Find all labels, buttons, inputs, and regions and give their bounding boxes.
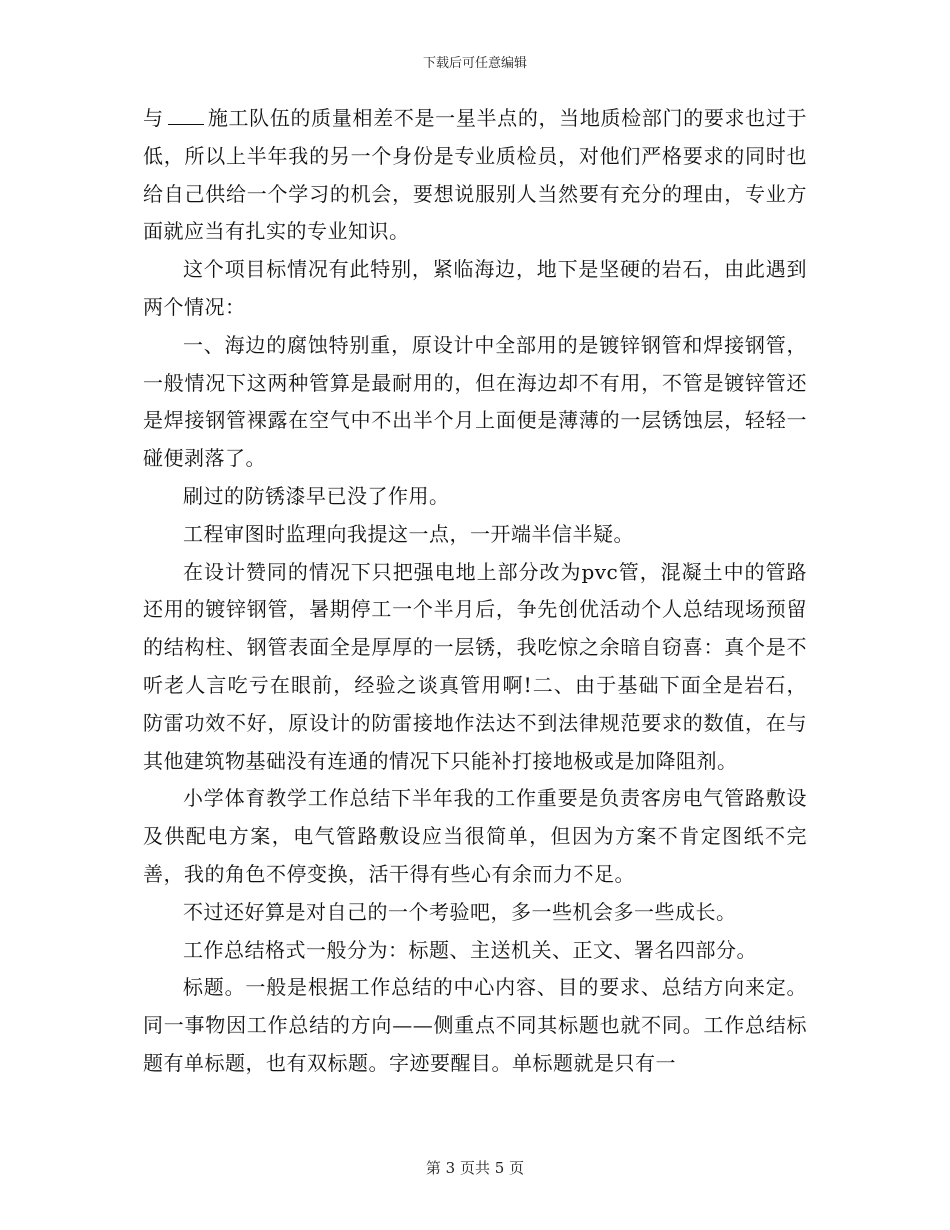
paragraph-2: 这个项目标情况有此特别，紧临海边，地下是坚硬的岩石，由此遇到两个情况： xyxy=(143,257,807,319)
paragraph-8: 不过还好算是对自己的一个考验吧，多一些机会多一些成长。 xyxy=(183,899,737,924)
paragraph-6: 在设计赞同的情况下只把强电地上部分改为pvc管，混凝土中的管路还用的镀锌钢管，暑期停工一个半月后，争先创优活动个人总结现场预留的结构柱、钢管表面全是厚厚的一层锈，我吃惊之余暗自窃喜：真个是不听老人言吃亏在眼前，经验之谈真管用啊!二、由于基础下面全是岩石，防雷功效不好，原设计的防雷接地作法达不到法律规范要求的数值，在与其他建筑物基础没有连通的情况下只能补打接地极或是加降阻剂。 xyxy=(143,559,807,773)
paragraph-1-rest: 施工队伍的质量相差不是一星半点的，当地质检部门的要求也过于低，所以上半年我的另一个身份是专业质检员，对他们严格要求的同时也给自己供给一个学习的机会，要想说服别人当然要有充分的理由，专业方面就应当有扎实的专业知识。 xyxy=(143,106,808,244)
paragraph-1-start: 与 xyxy=(143,106,164,130)
paragraph-9: 工作总结格式一般分为：标题、主送机关、正文、署名四部分。 xyxy=(183,937,757,962)
paragraph-5: 工程审图时监理向我提这一点，一开端半信半疑。 xyxy=(183,521,634,546)
page-header: 下载后可任意编辑 xyxy=(422,56,527,71)
blank-underline xyxy=(168,123,204,125)
paragraph-1 xyxy=(143,100,807,251)
paragraph-4: 刷过的防锈漆早已没了作用。 xyxy=(183,483,450,508)
paragraph-10: 标题。一般是根据工作总结的中心内容、目的要求、总结方向来定。同一事物因工作总结的方向——侧重点不同其标题也就不同。工作总结标题有单标题，也有双标题。字迹要醒目。单标题就是只有一 xyxy=(143,975,807,1075)
document-body xyxy=(143,100,807,1083)
paragraph-3: 一、海边的腐蚀特别重，原设计中全部用的是镀锌钢管和焊接钢管，一般情况下这两种管算是最耐用的，但在海边却不有用，不管是镀锌管还是焊接钢管裸露在空气中不出半个月上面便是薄薄的一层锈蚀层，轻轻一碰便剥落了。 xyxy=(143,332,807,471)
paragraph-7: 小学体育教学工作总结下半年我的工作重要是负责客房电气管路敷设及供配电方案，电气管路敷设应当很简单，但因为方案不肯定图纸不完善，我的角色不停变换，活干得有些心有余而力不足。 xyxy=(143,786,807,886)
page-footer: 第 3 页共 5 页 xyxy=(425,1159,525,1177)
